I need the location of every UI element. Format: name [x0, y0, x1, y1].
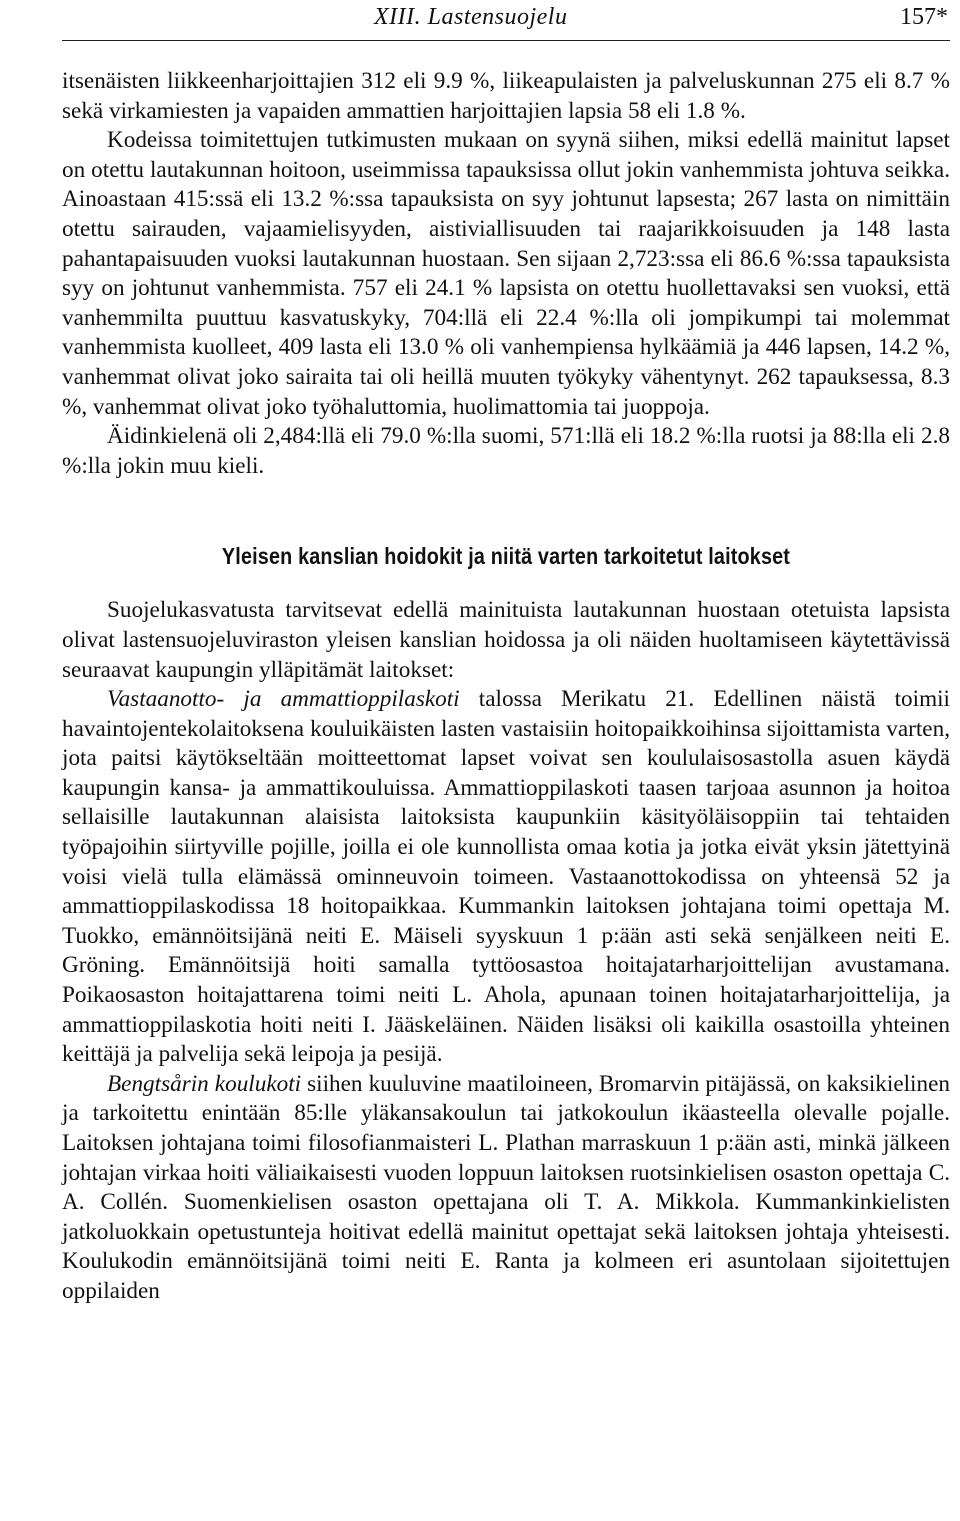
paragraph-languages: Äidinkielenä oli 2,484:llä eli 79.0 %:lla suomi, 571:llä eli 18.2 %:lla ruotsi ja 88:lla eli 2.8 %:lla jokin muu kieli.: [62, 423, 950, 479]
paragraph-continued: itsenäisten liikkeenharjoittajien 312 eli 9.9 %, liikeapulaisten ja palveluskunnan 275 eli 8.7 % sekä virkamiesten ja vapaiden ammattien harjoittajien lapsia 58 eli 1.8 %.: [62, 68, 950, 124]
document-page: [62, 0, 950, 1307]
section-text-block: [62, 596, 950, 1306]
section-heading: Yleisen kanslian hoidokit ja niitä varten tarkoitetut laitokset: [221, 543, 791, 570]
top-text-block: [62, 67, 950, 481]
institution-text-bengtsar: siihen kuuluvine maatiloineen, Bromarvin pitäjässä, on kaksikielinen ja tarkoitettu enintään 85:lle yläkansakoulun tai jatkokoulun ikäasteella olevalle pojalle. Laitoksen johtajana toimi filosofianmaisteri L. Plathan marraskuun 1 p:ään asti, minkä jälkeen johtajan virkaa hoiti väliaikaisesti vuoden loppuun laitoksen ruotsinkielisen osaston opettaja C. A. Collén. Suomenkielisen osaston opettajana oli T. A. Mikkola. Kummankinkielisten jatkoluokkain opetustunteja hoitivat edellä mainitut opettajat sekä laitoksen johtaja yhteisesti. Koulukodin emännöitsijänä toimi neiti E. Ranta ja kolmeen eri asuntolaan sijoitettujen oppilaiden: [62, 1070, 950, 1304]
paragraph-reasons: Kodeissa toimitettujen tutkimusten mukaan on syynä siihen, miksi edellä mainitut lapset on otettu lautakunnan hoitoon, useimmissa tapauksissa ollut jokin vanhemmista johtuva seikka. Ainoastaan 415:ssä eli 13.2 %:ssa tapauksista on syy johtunut lapsesta; 267 lasta on nimittäin otettu sairauden, vajaamielisyyden, aistiviallisuuden tai raajarikkoisuuden ja 148 lasta pahantapaisuuden vuoksi lautakunnan huostaan. Sen sijaan 2,723:ssa eli 86.6 %:ssa tapauksista syy on johtunut vanhemmista. 757 eli 24.1 % lapsista on otettu huollettavaksi sen vuoksi, että vanhemmilta puuttuu kasvatuskyky, 704:llä eli 22.4 %:lla oli jompikumpi tai molemmat vanhemmista kuolleet, 409 lasta eli 13.0 % oli vanhempiensa hylkäämiä ja 446 lapsen, 14.2 %, vanhemmat olivat joko sairaita tai oli heillä muuten työkyky vähentynyt. 262 tapauksessa, 8.3 %, vanhemmat olivat joko työhaluttomia, huolimattomia tai juoppoja.: [62, 127, 950, 420]
institution-name-bengtsar: Bengtsårin koulukoti: [107, 1070, 302, 1097]
paragraph-institution-bengtsar: [62, 1070, 950, 1307]
running-header: [62, 2, 950, 41]
institution-name-reception-home: Vastaanotto- ja ammattioppilaskoti: [107, 686, 460, 713]
paragraph-institution-reception-home: [62, 685, 950, 1070]
running-title: XIII. Lastensuojelu: [374, 4, 568, 30]
paragraph-intro: Suojelukasvatusta tarvitsevat edellä mainituista lautakunnan huostaan otetuista lapsista olivat lastensuojeluviraston yleisen kanslian hoidossa ja oli näiden huoltamiseen käytettävissä seuraavat kaupungin ylläpitämät laitokset:: [62, 597, 950, 683]
institution-text-reception-home: talossa Merikatu 21. Edellinen näistä toimii havaintojentekolaitoksena kouluikäisten lasten vastaisiin hoitopaikkoihinsa sijoittamista varten, jota paitsi käytökseltään moitteettomat lapset voivat sen koululaisosastolla asuen käydä kaupungin kansa- ja ammattikouluissa. Ammattioppilaskoti taasen tarjoaa asunnon ja hoitoa sellaisille lautakunnan alaisista laitoksista kaupunkiin käsityöläisoppiin tai tehtaiden työpajoihin siirtyville pojille, joilla ei ole kunnollista omaa kotia ja jotka eivät yksin jätettyinä voisi vielä tulla elämässä ominneuvoin toimeen. Vastaanottokodissa on yhteensä 52 ja ammattioppilaskodissa 18 hoitopaikkaa. Kummankin laitoksen johtajana toimi opettaja M. Tuokko, emännöitsijänä neiti E. Mäiseli syyskuun 1 p:ään asti sekä senjälkeen neiti E. Gröning. Emännöitsijä hoiti samalla tyttöosastoa hoitajatarharjoittelijan avustamana. Poikaosaston hoitajattarena toimi neiti L. Ahola, apunaan toinen hoitajatarharjoittelija, ja ammattioppilaskotia hoiti neiti I. Jääskeläinen. Näiden lisäksi oli kaikilla osastoilla yhteinen keittäjä ja palvelija sekä leipoja ja pesijä.: [62, 686, 950, 1068]
page-number: 157*: [900, 4, 948, 30]
